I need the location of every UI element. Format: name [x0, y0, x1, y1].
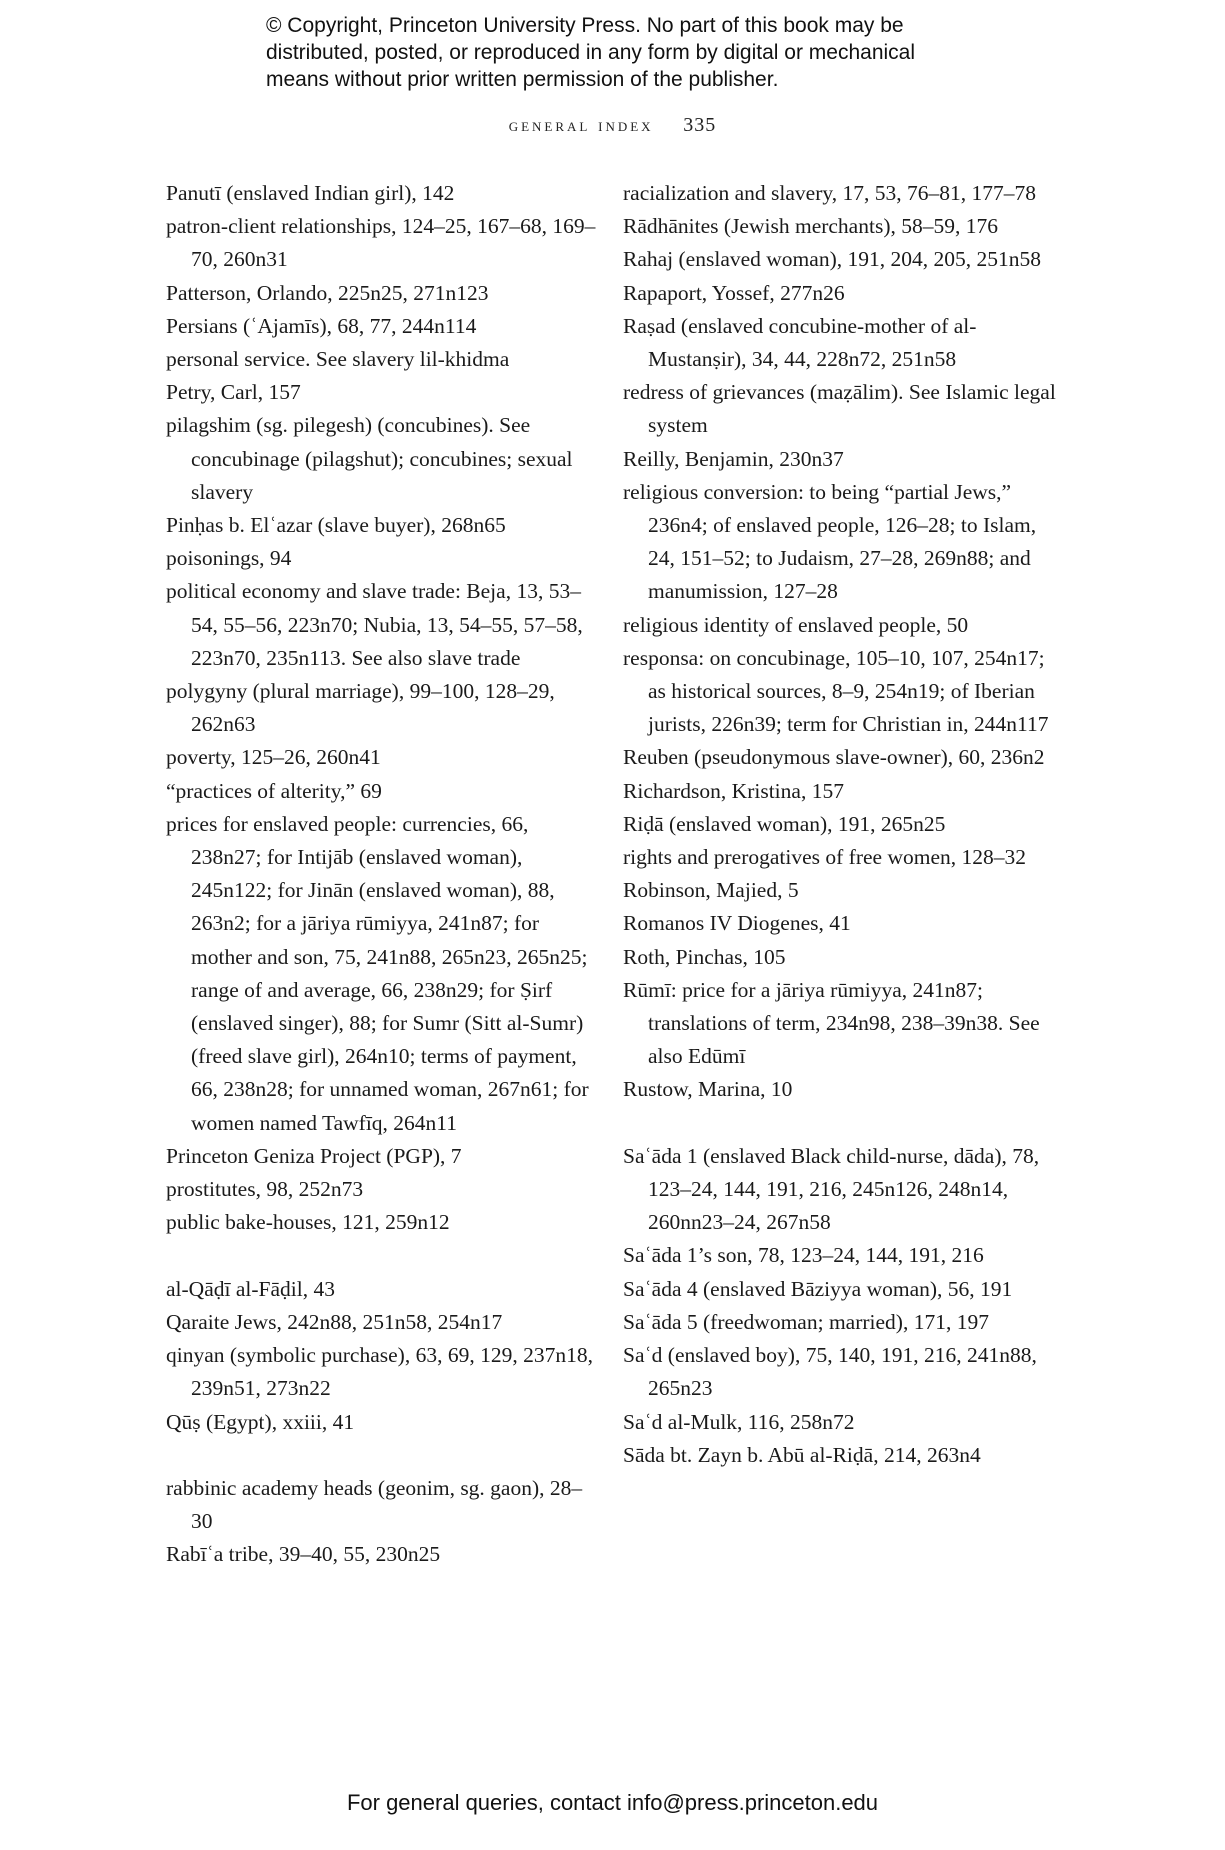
copyright-line-3: means without prior written permission of the publisher.	[266, 68, 779, 91]
index-entry: Saʿāda 4 (enslaved Bāziyya woman), 56, 191	[623, 1276, 1013, 1301]
index-entry: Saʿāda 1 (enslaved Black child-nurse, dāda), 78, 123–24, 144, 191, 216, 245n126, 248n14, 260nn23–24, 267n58	[623, 1143, 1040, 1235]
copyright-line-1: © Copyright, Princeton University Press. No part of this book may be	[266, 14, 904, 37]
index-entry: rabbinic academy heads (geonim, sg. gaon), 28–30	[166, 1475, 583, 1534]
index-entry: Pinḥas b. Elʿazar (slave buyer), 268n65	[166, 513, 506, 538]
index-entry: Persians (ʿAjamīs), 68, 77, 244n114	[166, 313, 477, 338]
footer-contact: For general queries, contact info@press.princeton.edu	[346, 1790, 879, 1815]
index-entry: Riḍā (enslaved woman), 191, 265n25	[623, 811, 946, 836]
section-gap	[623, 1107, 1063, 1140]
index-entry: public bake-houses, 121, 259n12	[166, 1210, 450, 1235]
index-entry: Panutī (enslaved Indian girl), 142	[166, 181, 455, 205]
index-entry: Rahaj (enslaved woman), 191, 204, 205, 251n58	[623, 247, 1041, 272]
index-entry: patron-client relationships, 124–25, 167–68, 169–70, 260n31	[166, 214, 596, 272]
index-entry: Saʿd (enslaved boy), 75, 140, 191, 216, 241n88, 265n23	[623, 1343, 1037, 1401]
index-entry: Rapaport, Yossef, 277n26	[623, 280, 845, 305]
index-entry: Saʿāda 5 (freedwoman; married), 171, 197	[623, 1309, 989, 1334]
index-entry: qinyan (symbolic purchase), 63, 69, 129, 237n18, 239n51, 273n22	[166, 1343, 593, 1401]
index-entry: Richardson, Kristina, 157	[623, 778, 844, 803]
index-entry: rights and prerogatives of free women, 128–32	[623, 845, 1027, 870]
index-entry: poisonings, 94	[166, 546, 292, 571]
index-entry: religious identity of enslaved people, 50	[623, 612, 969, 637]
index-entry: prices for enslaved people: currencies, 66, 238n27; for Intijāb (enslaved woman), 245n122; for Jinān (enslaved woman), 88, 263n2; for a jāriya rūmiyya, 241n87; for mother and son, 75, 241n88, 265n23, 265n25; range of and average, 66, 238n29; for Ṣirf (enslaved singer), 88; for Sumr (Sitt al-Sumr) (freed slave girl), 264n10; terms of payment, 66, 238n28; for unnamed woman, 267n61; for women named Tawfīq, 264n11	[166, 811, 589, 1135]
index-entry: “practices of alterity,” 69	[166, 778, 382, 803]
index-entry: Rūmī: price for a jāriya rūmiyya, 241n87; translations of term, 234n98, 238–39n38. See also Edūmī	[623, 977, 1040, 1069]
index-entry: Rādhānites (Jewish merchants), 58–59, 176	[623, 214, 998, 239]
copyright-line-2: distributed, posted, or reproduced in any form by digital or mechanical	[266, 41, 916, 64]
index-entry: Saʿd al-Mulk, 116, 258n72	[623, 1409, 855, 1434]
index-column-left	[166, 177, 596, 1572]
index-entry: pilagshim (sg. pilegesh) (concubines). See concubinage (pilagshut); concubines; sexual slavery	[166, 413, 573, 504]
index-entry: Sāda bt. Zayn b. Abū al-Riḍā, 214, 263n4	[623, 1442, 981, 1467]
index-entry: Rustow, Marina, 10	[623, 1077, 793, 1102]
index-entry: polygyny (plural marriage), 99–100, 128–29, 262n63	[166, 679, 555, 737]
index-entry: Qūṣ (Egypt), xxiii, 41	[166, 1409, 355, 1434]
index-entry: redress of grievances (maẓālim). See Islamic legal system	[623, 380, 1056, 438]
running-head	[0, 114, 1225, 137]
index-entry: Rabīʿa tribe, 39–40, 55, 230n25	[166, 1542, 441, 1567]
index-entry: political economy and slave trade: Beja, 13, 53–54, 55–56, 223n70; Nubia, 13, 54–55, 57–58, 223n70, 235n113. See also slave trade	[166, 579, 583, 670]
index-entry: Romanos IV Diogenes, 41	[623, 911, 851, 936]
index-entry: Roth, Pinchas, 105	[623, 944, 786, 969]
page-number: 335	[683, 114, 717, 136]
index-column-right	[623, 177, 1063, 1472]
index-entry: Raṣad (enslaved concubine-mother of al-Mustanṣir), 34, 44, 228n72, 251n58	[623, 313, 977, 372]
index-entry: Reilly, Benjamin, 230n37	[623, 446, 844, 471]
index-entry: prostitutes, 98, 252n73	[166, 1177, 364, 1202]
index-entry: Reuben (pseudonymous slave-owner), 60, 236n2	[623, 745, 1045, 770]
index-entry: personal service. See slavery lil-khidma	[166, 347, 510, 372]
index-entry: Patterson, Orlando, 225n25, 271n123	[166, 280, 489, 305]
index-entry: Saʿāda 1’s son, 78, 123–24, 144, 191, 216	[623, 1243, 984, 1268]
index-entry: racialization and slavery, 17, 53, 76–81, 177–78	[623, 181, 1036, 205]
index-entry: responsa: on concubinage, 105–10, 107, 254n17; as historical sources, 8–9, 254n19; of Iberian jurists, 226n39; term for Christian in, 244n117	[623, 645, 1049, 737]
index-entry: al-Qāḍī al-Fāḍil, 43	[166, 1276, 335, 1301]
index-entry: religious conversion: to being “partial Jews,” 236n4; of enslaved people, 126–28; to Islam, 24, 151–52; to Judaism, 27–28, 269n88; and manumission, 127–28	[623, 479, 1037, 604]
copyright-notice	[266, 12, 1026, 93]
running-head-title: general index	[508, 115, 654, 136]
index-entry: Qaraite Jews, 242n88, 251n58, 254n17	[166, 1309, 503, 1334]
index-entry: Robinson, Majied, 5	[623, 878, 799, 903]
index-entry: poverty, 125–26, 260n41	[166, 745, 381, 770]
index-entry: Princeton Geniza Project (PGP), 7	[166, 1143, 462, 1168]
section-gap	[166, 1240, 596, 1273]
section-gap	[166, 1439, 596, 1472]
index-entry: Petry, Carl, 157	[166, 380, 301, 405]
